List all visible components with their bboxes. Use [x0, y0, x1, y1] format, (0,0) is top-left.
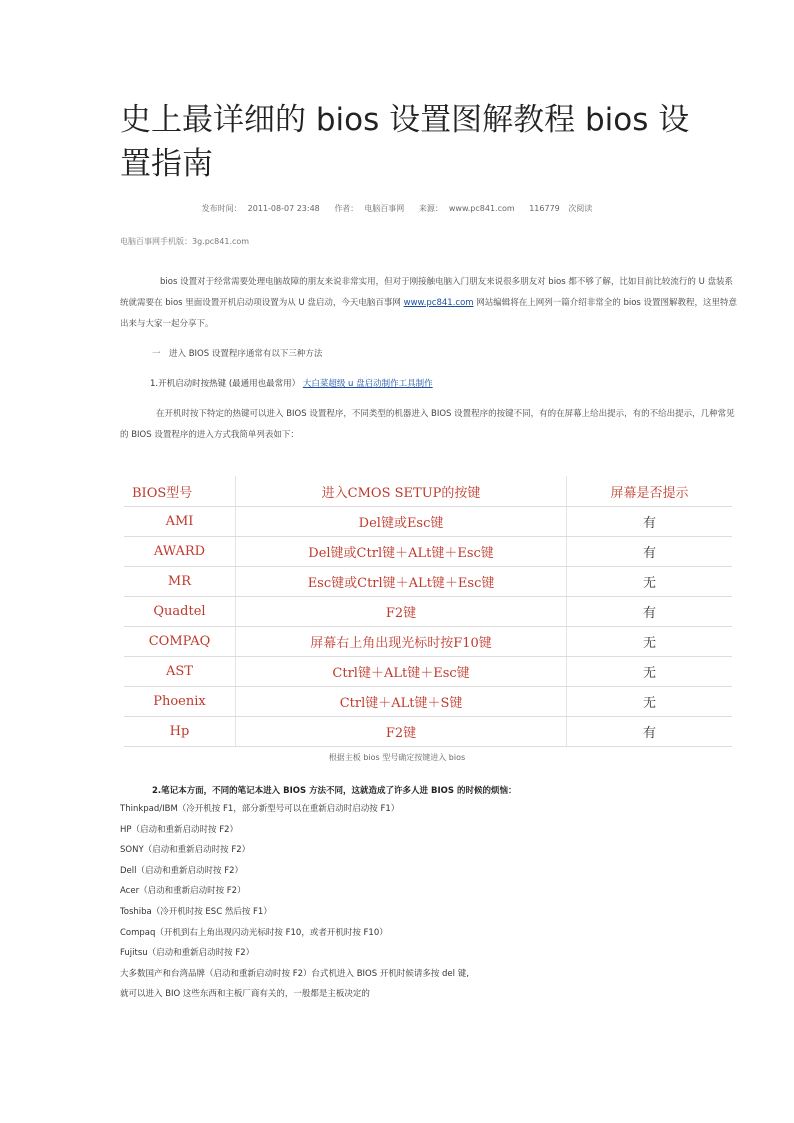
- list-item: Toshiba（冷开机时按 ESC 然后按 F1）: [120, 906, 272, 917]
- header-cell: 屏幕是否提示: [567, 476, 732, 507]
- bios-model: COMPAQ: [124, 627, 235, 657]
- table-row: [124, 627, 732, 657]
- prompt-shown: 有: [567, 537, 732, 567]
- list-item: SONY（启动和重新启动时按 F2）: [120, 845, 251, 856]
- list-item: 就可以进入 BIO 这些东西和主板厂商有关的，一般都是主板决定的: [120, 989, 370, 1000]
- list-item: 大多数国产和台湾品牌（启动和重新启动时按 F2）台式机进入 BIOS 开机时候请多按 del 键,: [120, 968, 469, 979]
- view-count: 116779 次阅读: [529, 204, 593, 213]
- mobile-site-line: 电脑百事网手机版：3g.pc841.com: [120, 237, 250, 246]
- prompt-shown: 有: [567, 597, 732, 627]
- page-title: 史上最详细的 bios 设置图解教程 bios 设置指南: [120, 102, 690, 182]
- hotkey: Del键或Esc键: [235, 507, 566, 537]
- hotkey: F2键: [235, 597, 566, 627]
- laptop-section-title: 2.笔记本方面，不同的笔记本进入 BIOS 方法不同，这就造成了许多人进 BIOS 的时候的烦恼：: [152, 786, 517, 796]
- hotkey: Ctrl键＋ALt键＋S键: [235, 687, 566, 717]
- source: 来源： www.pc841.com: [418, 204, 515, 213]
- table-row: [124, 657, 732, 687]
- intro-paragraph: bios 设置对于经常需要处理电脑故障的朋友来说非常实用，但对于刚接触电脑入门朋友来说很多朋友对 bios 都不够了解，比如目前比较流行的 U 盘装系统就需要在 bios 里面设置开机启动项设置为从 U 盘启动，今天电脑百事网 www.pc841.com 网站编辑将在上网列一篇介绍非常全的 bios 设置图解教程，这里特意出来与大家一起分享下。: [120, 277, 738, 329]
- prompt-shown: 无: [567, 657, 732, 687]
- publish-time: 发布时间： 2011-08-07 23:48: [201, 204, 320, 213]
- section-heading: 一 进入 BIOS 设置程序通常有以下三种方法: [152, 349, 323, 359]
- bios-model: AMI: [124, 507, 235, 537]
- bios-model: AST: [124, 657, 235, 687]
- bios-model: AWARD: [124, 537, 235, 567]
- bios-model: Quadtel: [124, 597, 235, 627]
- hotkey-paragraph: 在开机时按下特定的热键可以进入 BIOS 设置程序，不同类型的机器进入 BIOS 设置程序的按键不同，有的在屏幕上给出提示，有的不给出提示，几种常见的 BIOS 设置程序的进入方式我简单列表如下：: [120, 409, 735, 440]
- table-row: [124, 537, 732, 567]
- prompt-shown: 有: [567, 717, 732, 747]
- table-caption: 根据主板 bios 型号确定按键进入 bios: [328, 753, 466, 762]
- method-one: 1.开机启动时按热键 (最通用也最常用） 大白菜超级 u 盘启动制作工具制作: [150, 379, 433, 389]
- header-cell: BIOS型号: [124, 476, 235, 507]
- list-item: Fujitsu（启动和重新启动时按 F2）: [120, 948, 255, 959]
- tool-link[interactable]: 大白菜超级 u 盘启动制作工具制作: [302, 379, 433, 389]
- list-item: Dell（启动和重新启动时按 F2）: [120, 865, 243, 876]
- site-link[interactable]: www.pc841.com: [403, 298, 474, 308]
- bios-hotkey-table: [124, 476, 732, 747]
- prompt-shown: 无: [567, 687, 732, 717]
- bios-model: MR: [124, 567, 235, 597]
- author: 作者： 电脑百事网: [334, 204, 405, 213]
- table-row: [124, 567, 732, 597]
- table-header-row: [124, 476, 732, 507]
- bios-model: Phoenix: [124, 687, 235, 717]
- hotkey: 屏幕右上角出现光标时按F10键: [235, 627, 566, 657]
- prompt-shown: 无: [567, 627, 732, 657]
- hotkey: Del键或Ctrl键＋ALt键＋Esc键: [235, 537, 566, 567]
- table-row: [124, 597, 732, 627]
- laptop-hotkey-list: [120, 799, 760, 1005]
- header-cell: 进入CMOS SETUP的按键: [235, 476, 566, 507]
- hotkey: Esc键或Ctrl键＋ALt键＋Esc键: [235, 567, 566, 597]
- list-item: HP（启动和重新启动时按 F2）: [120, 824, 239, 835]
- list-item: Acer（启动和重新启动时按 F2）: [120, 886, 246, 897]
- table-row: [124, 687, 732, 717]
- prompt-shown: 无: [567, 567, 732, 597]
- list-item: Thinkpad/IBM（冷开机按 F1，部分新型号可以在重新启动时启动按 F1）: [120, 804, 400, 814]
- bios-model: Hp: [124, 717, 235, 747]
- hotkey: F2键: [235, 717, 566, 747]
- table-row: [124, 717, 732, 747]
- prompt-shown: 有: [567, 507, 732, 537]
- table-row: [124, 507, 732, 537]
- list-item: Compaq（开机到右上角出现闪动光标时按 F10，或者开机时按 F10）: [120, 927, 388, 938]
- hotkey: Ctrl键＋ALt键＋Esc键: [235, 657, 566, 687]
- article-meta: [0, 203, 794, 214]
